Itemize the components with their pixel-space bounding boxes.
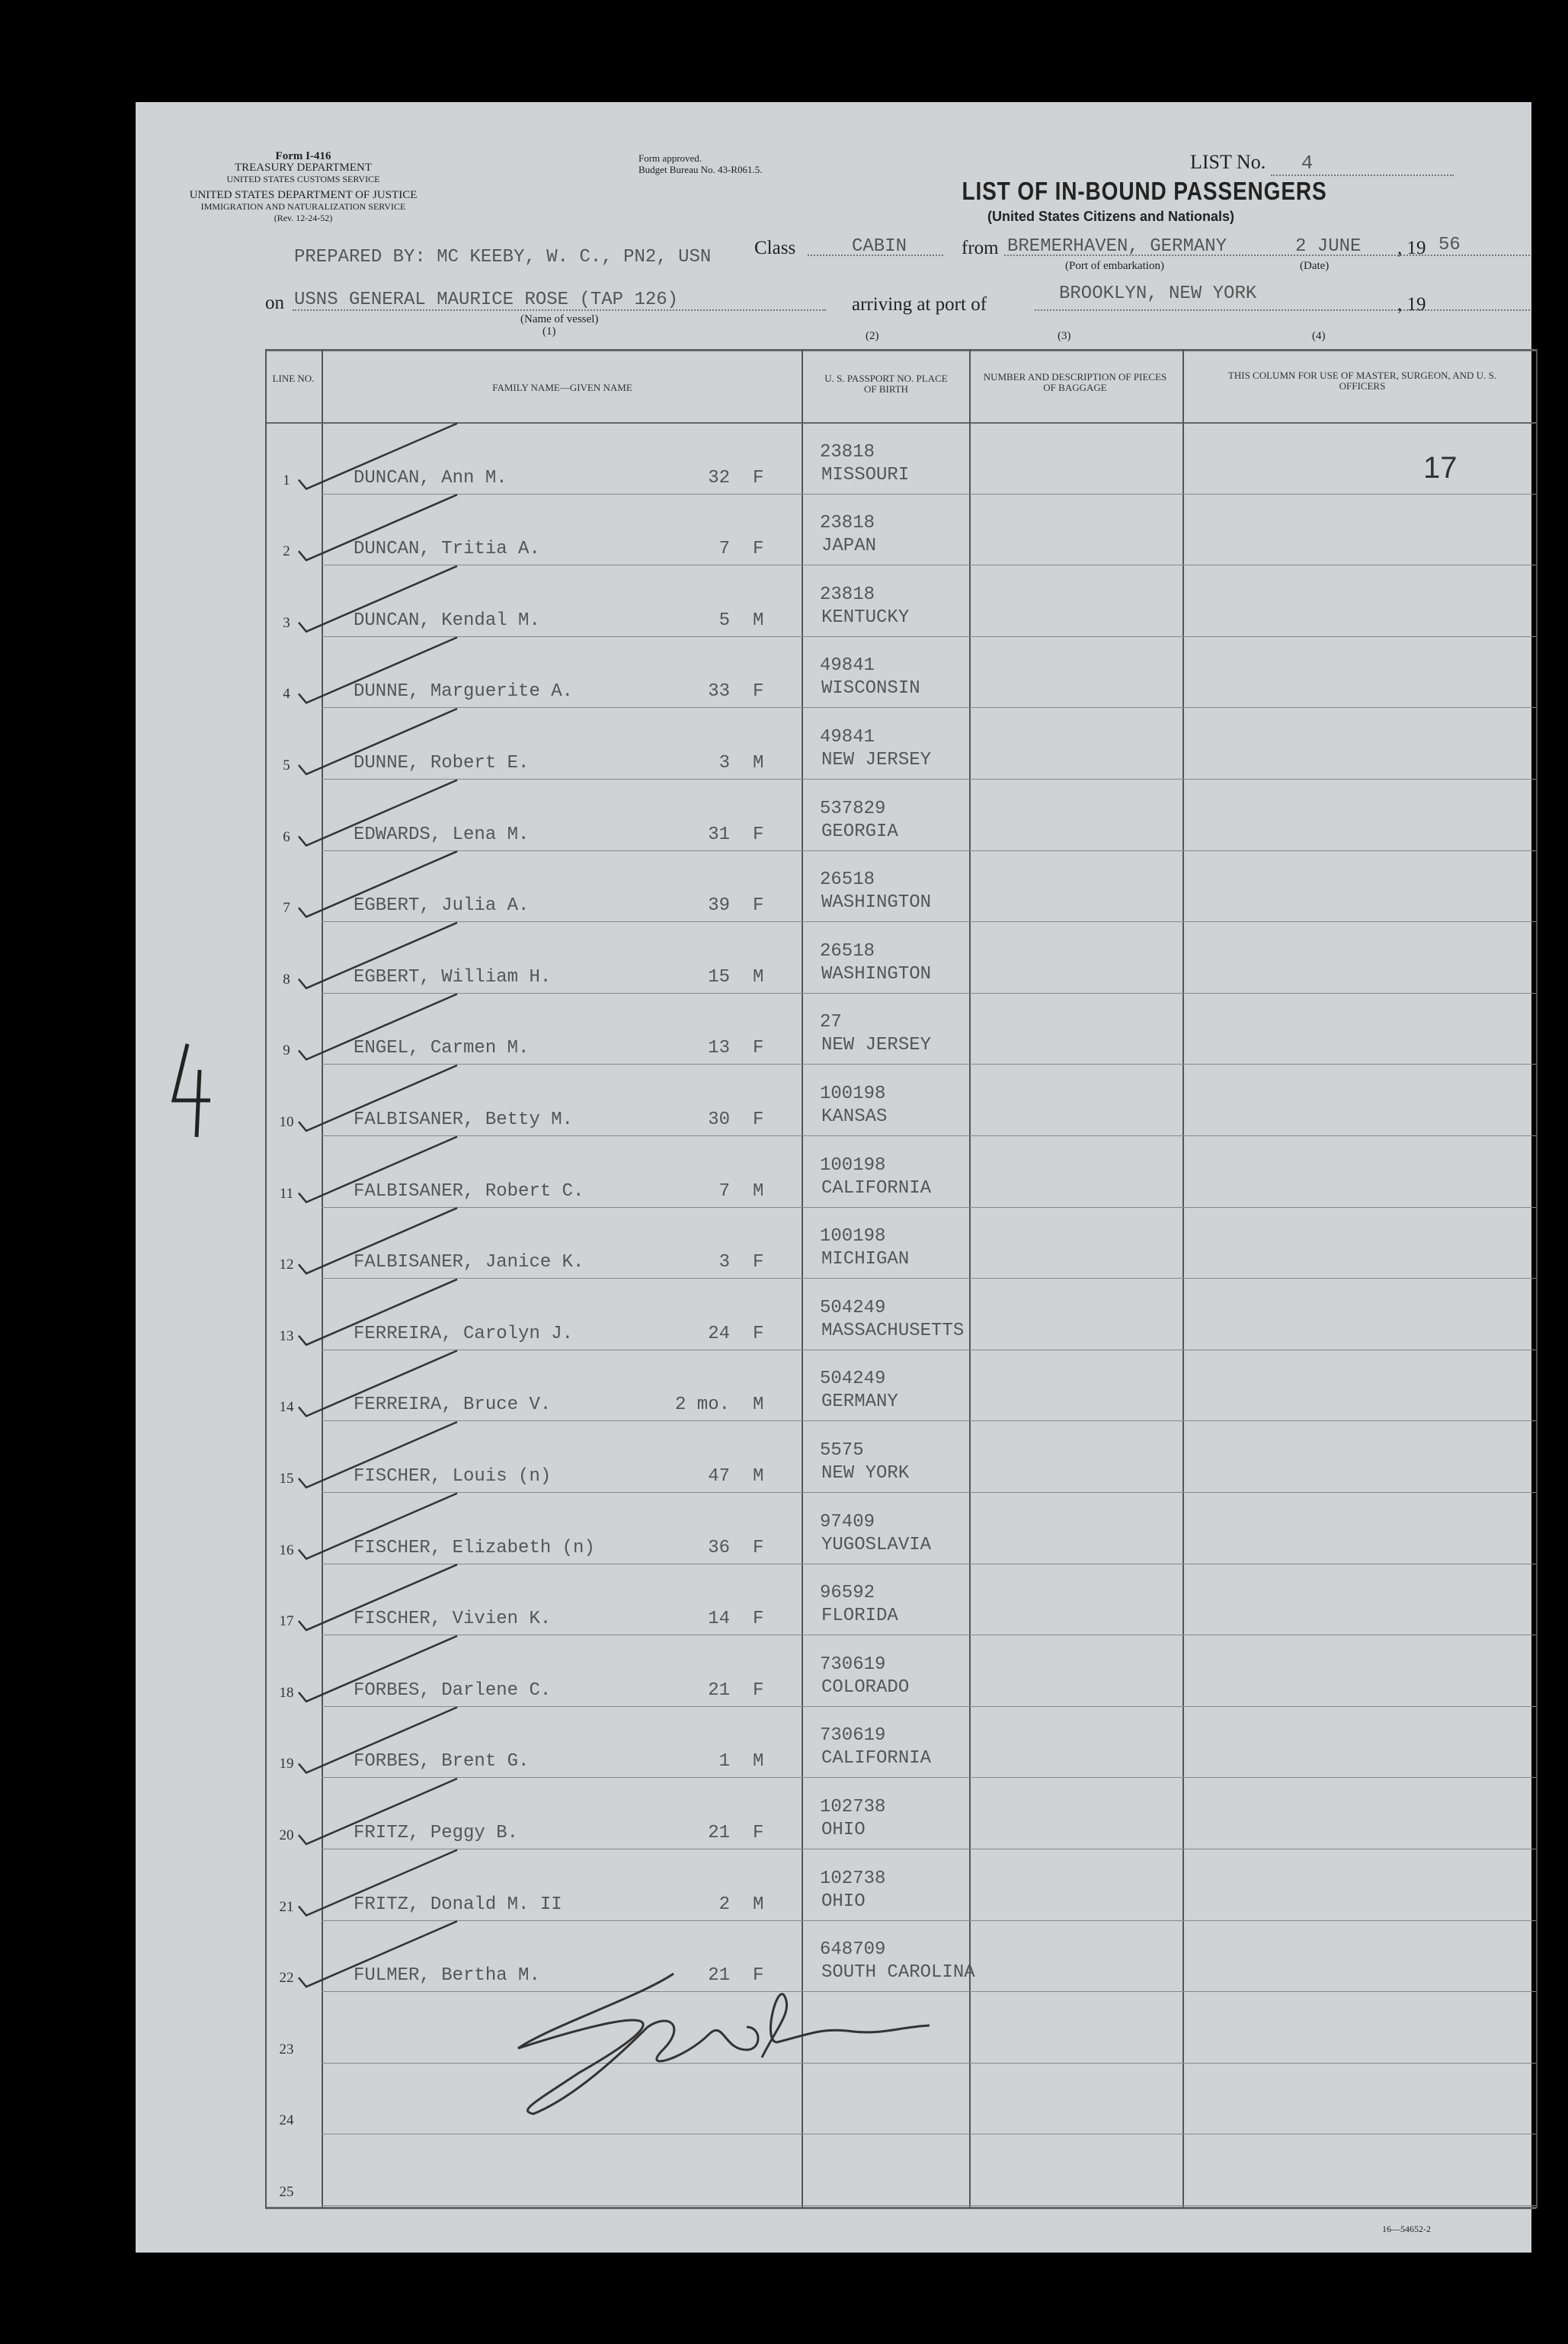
passport-number: 23818 [820,441,875,463]
passenger-sex: M [753,966,764,988]
passport-number: 49841 [820,655,875,677]
place-of-birth: KANSAS [821,1106,888,1127]
place-of-birth: OHIO [821,1820,866,1840]
passenger-age: 39 [708,895,730,917]
passenger-sex: F [753,1609,764,1630]
signature [518,1974,930,2114]
check-mark [299,923,457,988]
passenger-sex: F [753,467,764,488]
form-revision: (Rev. 12-24-52) [274,213,333,223]
passport-number: 26518 [820,869,875,891]
passport-number: 102738 [820,1797,886,1817]
year2-prefix: , 19 [1397,294,1426,315]
place-of-birth: WASHINGTON [821,892,932,914]
class-label: Class [754,238,796,258]
check-mark [299,1921,457,1987]
passenger-name: FORBES, Darlene C. [354,1680,552,1701]
line-number: 2 [283,543,290,560]
line-number: 9 [283,1042,290,1059]
check-marks [299,424,457,1987]
year-prefix: , 19 [1397,238,1426,258]
passenger-age: 33 [708,681,730,703]
line-number: 5 [283,757,290,773]
year-value: 56 [1438,235,1461,255]
line-number: 3 [283,614,290,631]
passenger-age: 14 [708,1609,730,1630]
check-mark [299,1422,457,1487]
place-of-birth: WASHINGTON [821,963,932,985]
passenger-age: 21 [708,1680,730,1701]
place-of-birth: KENTUCKY [821,607,910,628]
passenger-sex: F [753,1680,764,1701]
service-name: UNITED STATES CUSTOMS SERVICE [226,174,380,184]
col-num-4: (4) [1312,330,1326,342]
place-of-birth: MASSACHUSETTS [821,1320,965,1341]
passport-number: 504249 [820,1297,886,1318]
passenger-sex: F [753,1537,764,1558]
passenger-age: 5 [718,610,730,631]
line-number: 21 [279,1898,294,1915]
line-number: 17 [279,1613,294,1630]
line-number: 13 [279,1327,294,1344]
passenger-name: EGBERT, Julia A. [354,895,530,917]
line-number: 18 [279,1684,294,1701]
passport-number: 100198 [820,1154,886,1176]
date-value: 2 JUNE [1295,236,1362,257]
check-mark [299,566,457,632]
place-of-birth: NEW YORK [821,1463,910,1484]
passport-number: 27 [820,1012,842,1033]
passenger-name: FALBISANER, Robert C. [354,1180,584,1202]
passenger-sex: M [753,610,764,631]
passenger-sex: M [753,753,764,773]
passenger-age: 3 [718,753,730,773]
class-value: CABIN [852,236,907,257]
passenger-name: FALBISANER, Janice K. [354,1252,584,1273]
line-number: 7 [283,900,290,917]
passenger-name: EDWARDS, Lena M. [354,824,530,845]
passport-number: 730619 [820,1654,886,1675]
place-of-birth: GEORGIA [821,821,898,842]
line-number: 1 [283,472,290,488]
passenger-sex: F [753,1110,764,1130]
footer-code: 16—54652-2 [1382,2224,1431,2234]
passport-number: 49841 [820,727,875,748]
line-number: 15 [279,1471,294,1487]
passenger-sex: F [753,539,764,560]
passport-number: 97409 [820,1511,875,1532]
subtitle-text: (United States Citizens and Nationals) [987,209,1235,224]
line-number: 6 [283,828,290,845]
passport-number: 648709 [820,1939,886,1961]
passport-number: 96592 [820,1583,875,1604]
line-number: 12 [279,1257,294,1273]
passenger-age: 13 [708,1038,730,1059]
passenger-age: 36 [708,1537,730,1558]
passenger-name: FRITZ, Donald M. II [354,1894,562,1915]
port-value: BROOKLYN, NEW YORK [1059,283,1257,304]
passport-number: 23818 [820,584,875,605]
check-mark [299,1779,457,1844]
margin-note [174,1044,210,1137]
place-of-birth: NEW JERSEY [821,1035,932,1056]
check-mark [299,851,457,917]
place-of-birth: WISCONSIN [821,678,920,700]
passenger-age: 7 [718,1180,730,1202]
line-number: 19 [279,1756,294,1772]
passenger-age: 30 [708,1110,730,1130]
passport-number: 23818 [820,513,875,534]
col-num-2: (2) [866,330,879,342]
passenger-sex: F [753,681,764,703]
passenger-name: FORBES, Brent G. [354,1751,530,1772]
place-of-birth: GERMANY [821,1391,898,1413]
passenger-name: FALBISANER, Betty M. [354,1110,574,1130]
passenger-name: DUNNE, Robert E. [354,753,530,773]
check-mark [299,1850,457,1916]
check-mark [299,424,457,489]
passenger-name: ENGEL, Carmen M. [354,1038,530,1059]
check-mark [299,994,457,1059]
passenger-sex: F [753,1323,764,1344]
passport-number: 100198 [820,1226,886,1247]
passenger-sex: F [753,1252,764,1273]
passenger-sex: F [753,1823,764,1843]
check-mark [299,1636,457,1702]
passenger-age: 2 mo. [674,1395,730,1416]
date-caption: (Date) [1300,260,1330,272]
vessel-caption: (Name of vessel) [520,313,599,325]
passenger-age: 15 [708,966,730,988]
passenger-sex: M [753,1751,764,1772]
department-name: TREASURY DEPARTMENT [234,162,373,174]
col-header-line: LINE NO. [272,373,315,384]
col-header-officers: THIS COLUMN FOR USE OF MASTER, SURGEON, AND U. S. OFFICERS [1227,370,1497,392]
title-text: LIST OF IN-BOUND PASSENGERS [962,177,1327,205]
passenger-sex: M [753,1466,764,1487]
passenger-age: 1 [718,1751,730,1772]
passenger-name: FULMER, Bertha M. [354,1965,540,1987]
place-of-birth: YUGOSLAVIA [821,1534,932,1555]
passenger-sex: F [753,1038,764,1059]
line-number: 23 [279,2041,294,2057]
place-of-birth: CALIFORNIA [821,1177,932,1199]
list-value: 4 [1271,152,1454,176]
passport-number: 100198 [820,1084,886,1104]
form-approved: Form approved. [638,152,702,164]
passport-number: 730619 [820,1725,886,1747]
check-mark [299,1065,457,1131]
check-mark [299,1208,457,1273]
port-embark-caption: (Port of embarkation) [1065,260,1164,272]
passenger-name: DUNCAN, Tritia A. [354,539,540,560]
passenger-name: FISCHER, Elizabeth (n) [354,1537,595,1558]
passenger-age: 3 [718,1252,730,1273]
passenger-name: DUNCAN, Kendal M. [354,610,540,631]
check-mark [299,495,457,560]
passenger-sex: M [753,1395,764,1416]
place-of-birth: MISSOURI [821,464,910,485]
line-number: 24 [279,2112,294,2129]
form-number: Form I-416 [275,150,331,162]
passenger-sex: M [753,1180,764,1202]
line-number: 25 [279,2184,294,2200]
check-mark [299,1279,457,1345]
passenger-sex: F [753,895,764,917]
budget-bureau: Budget Bureau No. 43-R061.5. [638,164,763,175]
justice-name: UNITED STATES DEPARTMENT OF JUSTICE [189,189,418,201]
check-mark [299,1350,457,1416]
place-of-birth: JAPAN [821,536,877,557]
passenger-age: 47 [708,1466,730,1487]
place-of-birth: MICHIGAN [821,1249,910,1270]
check-mark [299,780,457,846]
col-num-1: (1) [542,325,556,338]
check-mark [299,637,457,703]
passenger-name: DUNNE, Marguerite A. [354,681,574,703]
passenger-age: 24 [708,1323,730,1344]
prepared-by: PREPARED BY: MC KEEBY, W. C., PN2, USN [294,247,712,267]
place-of-birth: OHIO [821,1891,866,1912]
place-of-birth: SOUTH CAROLINA [821,1962,975,1984]
passport-number: 537829 [820,798,886,819]
line-number: 20 [279,1827,294,1843]
passenger-name: FERREIRA, Bruce V. [354,1395,552,1416]
passenger-name: FRITZ, Peggy B. [354,1823,519,1843]
passenger-age: 7 [718,539,730,560]
check-mark [299,1137,457,1202]
passenger-name: DUNCAN, Ann M. [354,467,507,488]
line-number: 22 [279,1970,294,1987]
passenger-name: EGBERT, William H. [354,966,552,988]
list-label: LIST No. [1190,151,1266,173]
line-number: 4 [283,686,290,703]
col-num-3: (3) [1058,330,1071,342]
col-header-baggage: NUMBER AND DESCRIPTION OF PIECES OF BAGGAGE [983,371,1167,393]
check-mark [299,709,457,774]
check-mark [299,1564,457,1630]
passenger-age: 21 [708,1965,730,1987]
col-header-passport: U. S. PASSPORT NO. PLACE OF BIRTH [824,373,948,395]
passenger-age: 32 [708,467,730,488]
passport-number: 102738 [820,1868,886,1889]
from-label: from [962,238,999,258]
from-value: BREMERHAVEN, GERMANY [1007,236,1227,257]
passenger-age: 21 [708,1823,730,1843]
line-number: 10 [279,1114,294,1130]
place-of-birth: COLORADO [821,1676,910,1698]
passport-number: 5575 [820,1440,864,1461]
passenger-name: FISCHER, Louis (n) [354,1466,552,1487]
passport-number: 504249 [820,1369,886,1390]
passenger-sex: F [753,824,764,845]
passenger-sex: M [753,1894,764,1915]
passenger-sex: F [753,1965,764,1987]
passenger-name: FISCHER, Vivien K. [354,1609,552,1630]
passenger-name: FERREIRA, Carolyn J. [354,1323,574,1344]
col-header-name: FAMILY NAME—GIVEN NAME [492,382,632,393]
line-number: 14 [279,1399,294,1416]
vessel-value: USNS GENERAL MAURICE ROSE (TAP 126) [294,290,679,310]
passenger-age: 31 [708,824,730,845]
officer-note: 17 [1423,451,1458,485]
passenger-age: 2 [718,1894,730,1915]
on-label: on [265,293,284,313]
check-mark [299,1707,457,1772]
arriving-label: arriving at port of [852,294,987,315]
place-of-birth: CALIFORNIA [821,1748,932,1769]
line-number: 11 [279,1185,294,1202]
line-number: 16 [279,1542,294,1558]
line-number: 8 [283,971,290,988]
place-of-birth: FLORIDA [821,1606,898,1627]
immigration-name: IMMIGRATION AND NATURALIZATION SERVICE [200,201,406,212]
passport-number: 26518 [820,940,875,962]
check-mark [299,1494,457,1559]
place-of-birth: NEW JERSEY [821,750,932,770]
